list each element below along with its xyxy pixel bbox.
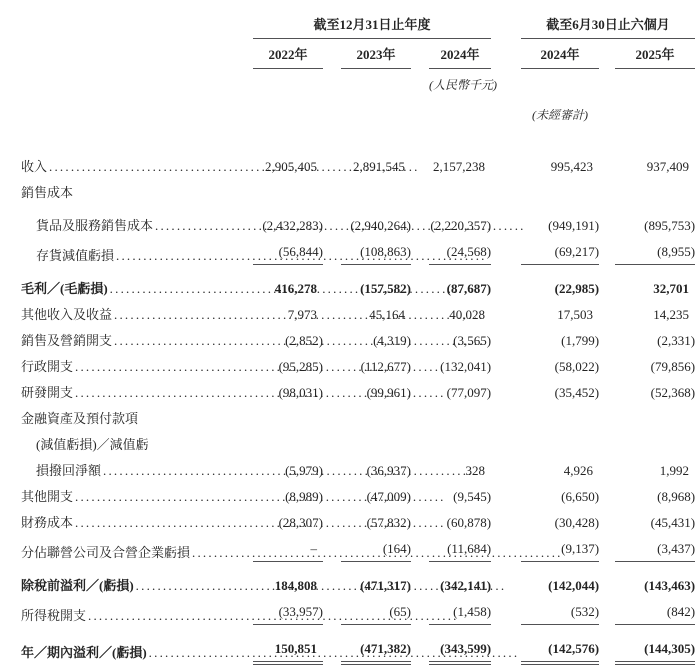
table-row [21,180,695,206]
row-label: 行政開支 [21,359,74,374]
table-row [21,328,695,354]
column-header-2022: 2022年 [253,39,323,69]
cell-value: 184,808 [274,578,317,593]
cell-value: 2,891,545 [353,159,405,174]
cell-value: 14,235 [653,307,690,322]
table-row [21,536,695,566]
cell-value: 32,701 [653,281,690,296]
annual-period-group-header: 截至12月31日止年度 [253,16,491,39]
cell-value: (143,463) [644,578,696,593]
row-label: 貨品及服務銷售成本 [36,218,154,233]
cell-value: (132,041) [440,359,492,374]
cell-value: (2,852) [285,333,323,348]
column-header-2024: 2024年 [429,39,491,69]
table-row [21,206,695,239]
cell-value: (28,307) [278,515,323,530]
cell-value: (69,217) [521,243,599,265]
cell-value: (532) [521,603,599,625]
cell-value: (2,940,264) [350,218,411,233]
row-label: 金融資產及預付款項 [21,411,139,426]
cell-value: 4,926 [563,463,594,478]
cell-value: (144,305) [615,640,695,662]
table-row [21,406,695,432]
row-label: 研發開支 [21,385,74,400]
cell-value: (2,331) [657,333,696,348]
cell-value: (98,031) [278,385,323,400]
cell-value: 2,905,405 [265,159,317,174]
table-header [21,16,695,124]
cell-value: (11,684) [429,540,491,562]
cell-value: (60,878) [446,515,492,530]
cell-value: (9,545) [453,489,492,504]
row-label: 年／期內溢利／(虧損) [21,645,147,660]
cell-value: (164) [341,540,411,562]
cell-value: (2,220,357) [430,218,492,233]
cell-value: (65) [341,603,411,625]
cell-value: 40,028 [449,307,486,322]
table-body [21,124,695,666]
header-unaudited-note-row [21,94,695,124]
cell-value: (8,968) [657,489,696,504]
cell-value: (5,979) [285,463,323,478]
table-row [21,510,695,536]
cell-value: (8,989) [285,489,323,504]
cell-value: (471,382) [341,640,411,662]
cell-value: (52,368) [650,385,696,400]
cell-value: (24,568) [429,243,491,265]
cell-value: (95,285) [278,359,323,374]
table-row [21,239,695,269]
cell-value: (142,576) [521,640,599,662]
cell-value: (35,452) [554,385,600,400]
cell-value: (3,437) [615,540,695,562]
cell-value: (142,044) [548,578,600,593]
header-currency-note-row [21,69,695,94]
table-row [21,566,695,599]
cell-value: (30,428) [554,515,600,530]
cell-value: 45,164 [369,307,405,322]
row-label: (減值虧損)／減值虧 [36,437,149,452]
cell-value: 328 [465,463,486,478]
cell-value: 7,973 [287,307,317,322]
header-spacer [21,16,249,39]
table-row [21,599,695,629]
column-header-2025-interim: 2025年 [615,39,695,69]
row-label: 收入 [21,159,48,174]
cell-value: (6,650) [561,489,600,504]
table-row [21,458,695,484]
table-row [21,432,695,458]
header-group-row [21,16,695,39]
financial-statements-page [0,16,700,663]
cell-value: (3,565) [453,333,492,348]
cell-value: (343,599) [429,640,491,662]
unaudited-note: (未經審計) [532,108,589,122]
table-row [21,302,695,328]
cell-value: (8,955) [615,243,695,265]
row-label: 銷售及營銷開支 [21,333,113,348]
cell-value: 150,851 [253,640,323,662]
row-label: 分佔聯營公司及合營企業虧損 [21,545,191,560]
table-row [21,484,695,510]
cell-value: (112,677) [360,359,411,374]
interim-period-group-header: 截至6月30日止六個月 [521,16,695,39]
cell-value: (77,097) [446,385,492,400]
cell-value: 2,157,238 [433,159,486,174]
row-label: 其他開支 [21,489,74,504]
cell-value: (57,832) [366,515,411,530]
cell-value: (58,022) [554,359,600,374]
currency-note: (人民幣千元) [429,78,497,92]
row-label: 財務成本 [21,515,74,530]
row-label: 其他收入及收益 [21,307,113,322]
cell-value: (2,432,283) [262,218,323,233]
cell-value: 937,409 [646,159,690,174]
cell-value: (895,753) [644,218,696,233]
row-label: 銷售成本 [21,185,74,200]
header-years-row [21,39,695,69]
table-row [21,380,695,406]
cell-value: (99,961) [366,385,411,400]
table-row [21,354,695,380]
cell-value: (4,319) [373,333,411,348]
cell-value: (157,582) [360,281,411,296]
table-row [21,629,695,666]
cell-value: (842) [615,603,695,625]
row-label: 除稅前溢利／(虧損) [21,578,134,593]
financial-table [21,16,695,666]
cell-value: 1,992 [659,463,690,478]
cell-value: (9,137) [521,540,599,562]
row-label: 存貨減值虧損 [36,248,115,263]
cell-value: (22,985) [554,281,600,296]
cell-value: – [253,540,323,562]
cell-value: (36,937) [366,463,411,478]
cell-value: 17,503 [557,307,594,322]
row-label: 毛利／(毛虧損) [21,281,108,296]
table-row [21,269,695,302]
cell-value: (1,458) [429,603,491,625]
cell-value: (79,856) [650,359,696,374]
row-label: 損撥回淨額 [36,463,102,478]
cell-value: (471,317) [360,578,411,593]
cell-value: (108,863) [341,243,411,265]
column-header-2023: 2023年 [341,39,411,69]
cell-value: (47,009) [366,489,411,504]
cell-value: (56,844) [253,243,323,265]
row-label: 所得稅開支 [21,608,87,623]
cell-value: 995,423 [550,159,594,174]
cell-value: (87,687) [446,281,492,296]
cell-value: (949,191) [548,218,600,233]
cell-value: (1,799) [561,333,600,348]
table-row [21,124,695,180]
cell-value: 416,278 [274,281,317,296]
column-header-2024-interim: 2024年 [521,39,599,69]
cell-value: (342,141) [440,578,492,593]
cell-value: (33,957) [253,603,323,625]
cell-value: (45,431) [650,515,696,530]
dot-leader [192,544,563,562]
